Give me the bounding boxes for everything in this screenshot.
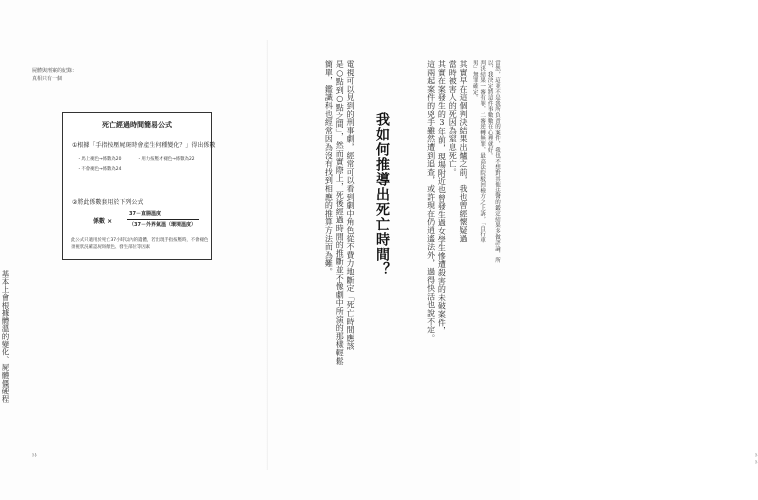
running-head-line: 屍體與刑案的紀錄： — [32, 68, 78, 74]
left-page — [0, 0, 268, 500]
running-head-line: 真相只有一個 — [32, 76, 63, 82]
box-note — [71, 237, 209, 251]
text-column-line: 是○點到○點之間」，然而實際上，死後經過時間的推斷並不像劇中所演的那樣輕鬆 — [335, 60, 345, 366]
box-step-1: ①根據「手指按壓屍斑時會產生何種變化？」得出係數 — [72, 142, 216, 149]
box-bullet: ・馬上褪色→係數為20 — [77, 157, 122, 162]
equation-numerator: 37－直腸溫度 — [129, 211, 161, 217]
text-column-line: 當然，這並不是我所負責的案件，我也不想對其他法醫的鑑定結果多做評論，所 — [494, 60, 500, 263]
text-column-line: 簡單，鑑識科也經常因為沒有找到相應的推算方法而為難。 — [324, 60, 334, 276]
text-column-line: 以，我決定將這件事數數在心裡就好。 — [486, 60, 493, 159]
text-column-line: 其實早在這個判決結果出爐之前，我也曾經懷疑過 — [459, 60, 468, 243]
text-column-line: 電視可以見到的刑事劇，經常可以看到劇中角色從不費力地斷定「死亡時間應該 — [346, 60, 355, 351]
text-column-line: 基本上會根據體溫的變化、屍體僵硬程 — [1, 270, 10, 403]
left-body-text — [0, 270, 10, 445]
equation-denominator: （37－外界氣溫（環境溫度） — [129, 222, 196, 228]
running-head — [32, 67, 77, 83]
formula-equation — [93, 210, 203, 230]
text-column-line: 當時被害人的死因為窒息死亡。 — [448, 60, 458, 177]
box-title: 死亡經過時間簡易公式 — [102, 121, 172, 129]
text-column-line: 這兩起案件的兇手雖然遭到追查，或許現在仍逍遙法外，過得快活也說不定。 — [426, 60, 436, 343]
right-body-text-b — [425, 60, 468, 440]
right-body-text-a — [470, 60, 500, 440]
box-note-line: 此公式只適用於死亡37小時以內的遺體，若出現手指按壓時，不會褪色 — [71, 238, 209, 243]
text-column-line: 男」無罪確定。 — [471, 60, 478, 101]
page-number-right: ﾄﾄ — [755, 453, 758, 466]
box-bullet: ・不會褪色→係數為24 — [77, 167, 122, 172]
box-bullet: ・用力按壓才褪色→係數為22 — [137, 157, 195, 162]
fraction-bar — [127, 219, 199, 220]
box-step-2: ②將此係數套用於下列公式 — [72, 199, 144, 206]
formula-box — [62, 112, 216, 260]
box-note-line: 須視狀況確認屍斑顏色、發生部位等因素 — [71, 245, 151, 250]
text-column-line: 判決結果一審有罪，二審逆轉無罪，最高法院駁回檢方之上訴，「自行車 — [479, 60, 486, 243]
equation-lhs: 係數 × — [93, 218, 113, 225]
section-heading: 我如何推導出死亡時間？ — [374, 112, 390, 277]
right-body-text-c — [323, 60, 355, 440]
page-number-left: ﾄﾄ — [32, 453, 38, 459]
text-column-line: 其實在案發生的3年前，現場附近也曾發生過女學生慘遭殺害的未破案件， — [437, 60, 447, 335]
